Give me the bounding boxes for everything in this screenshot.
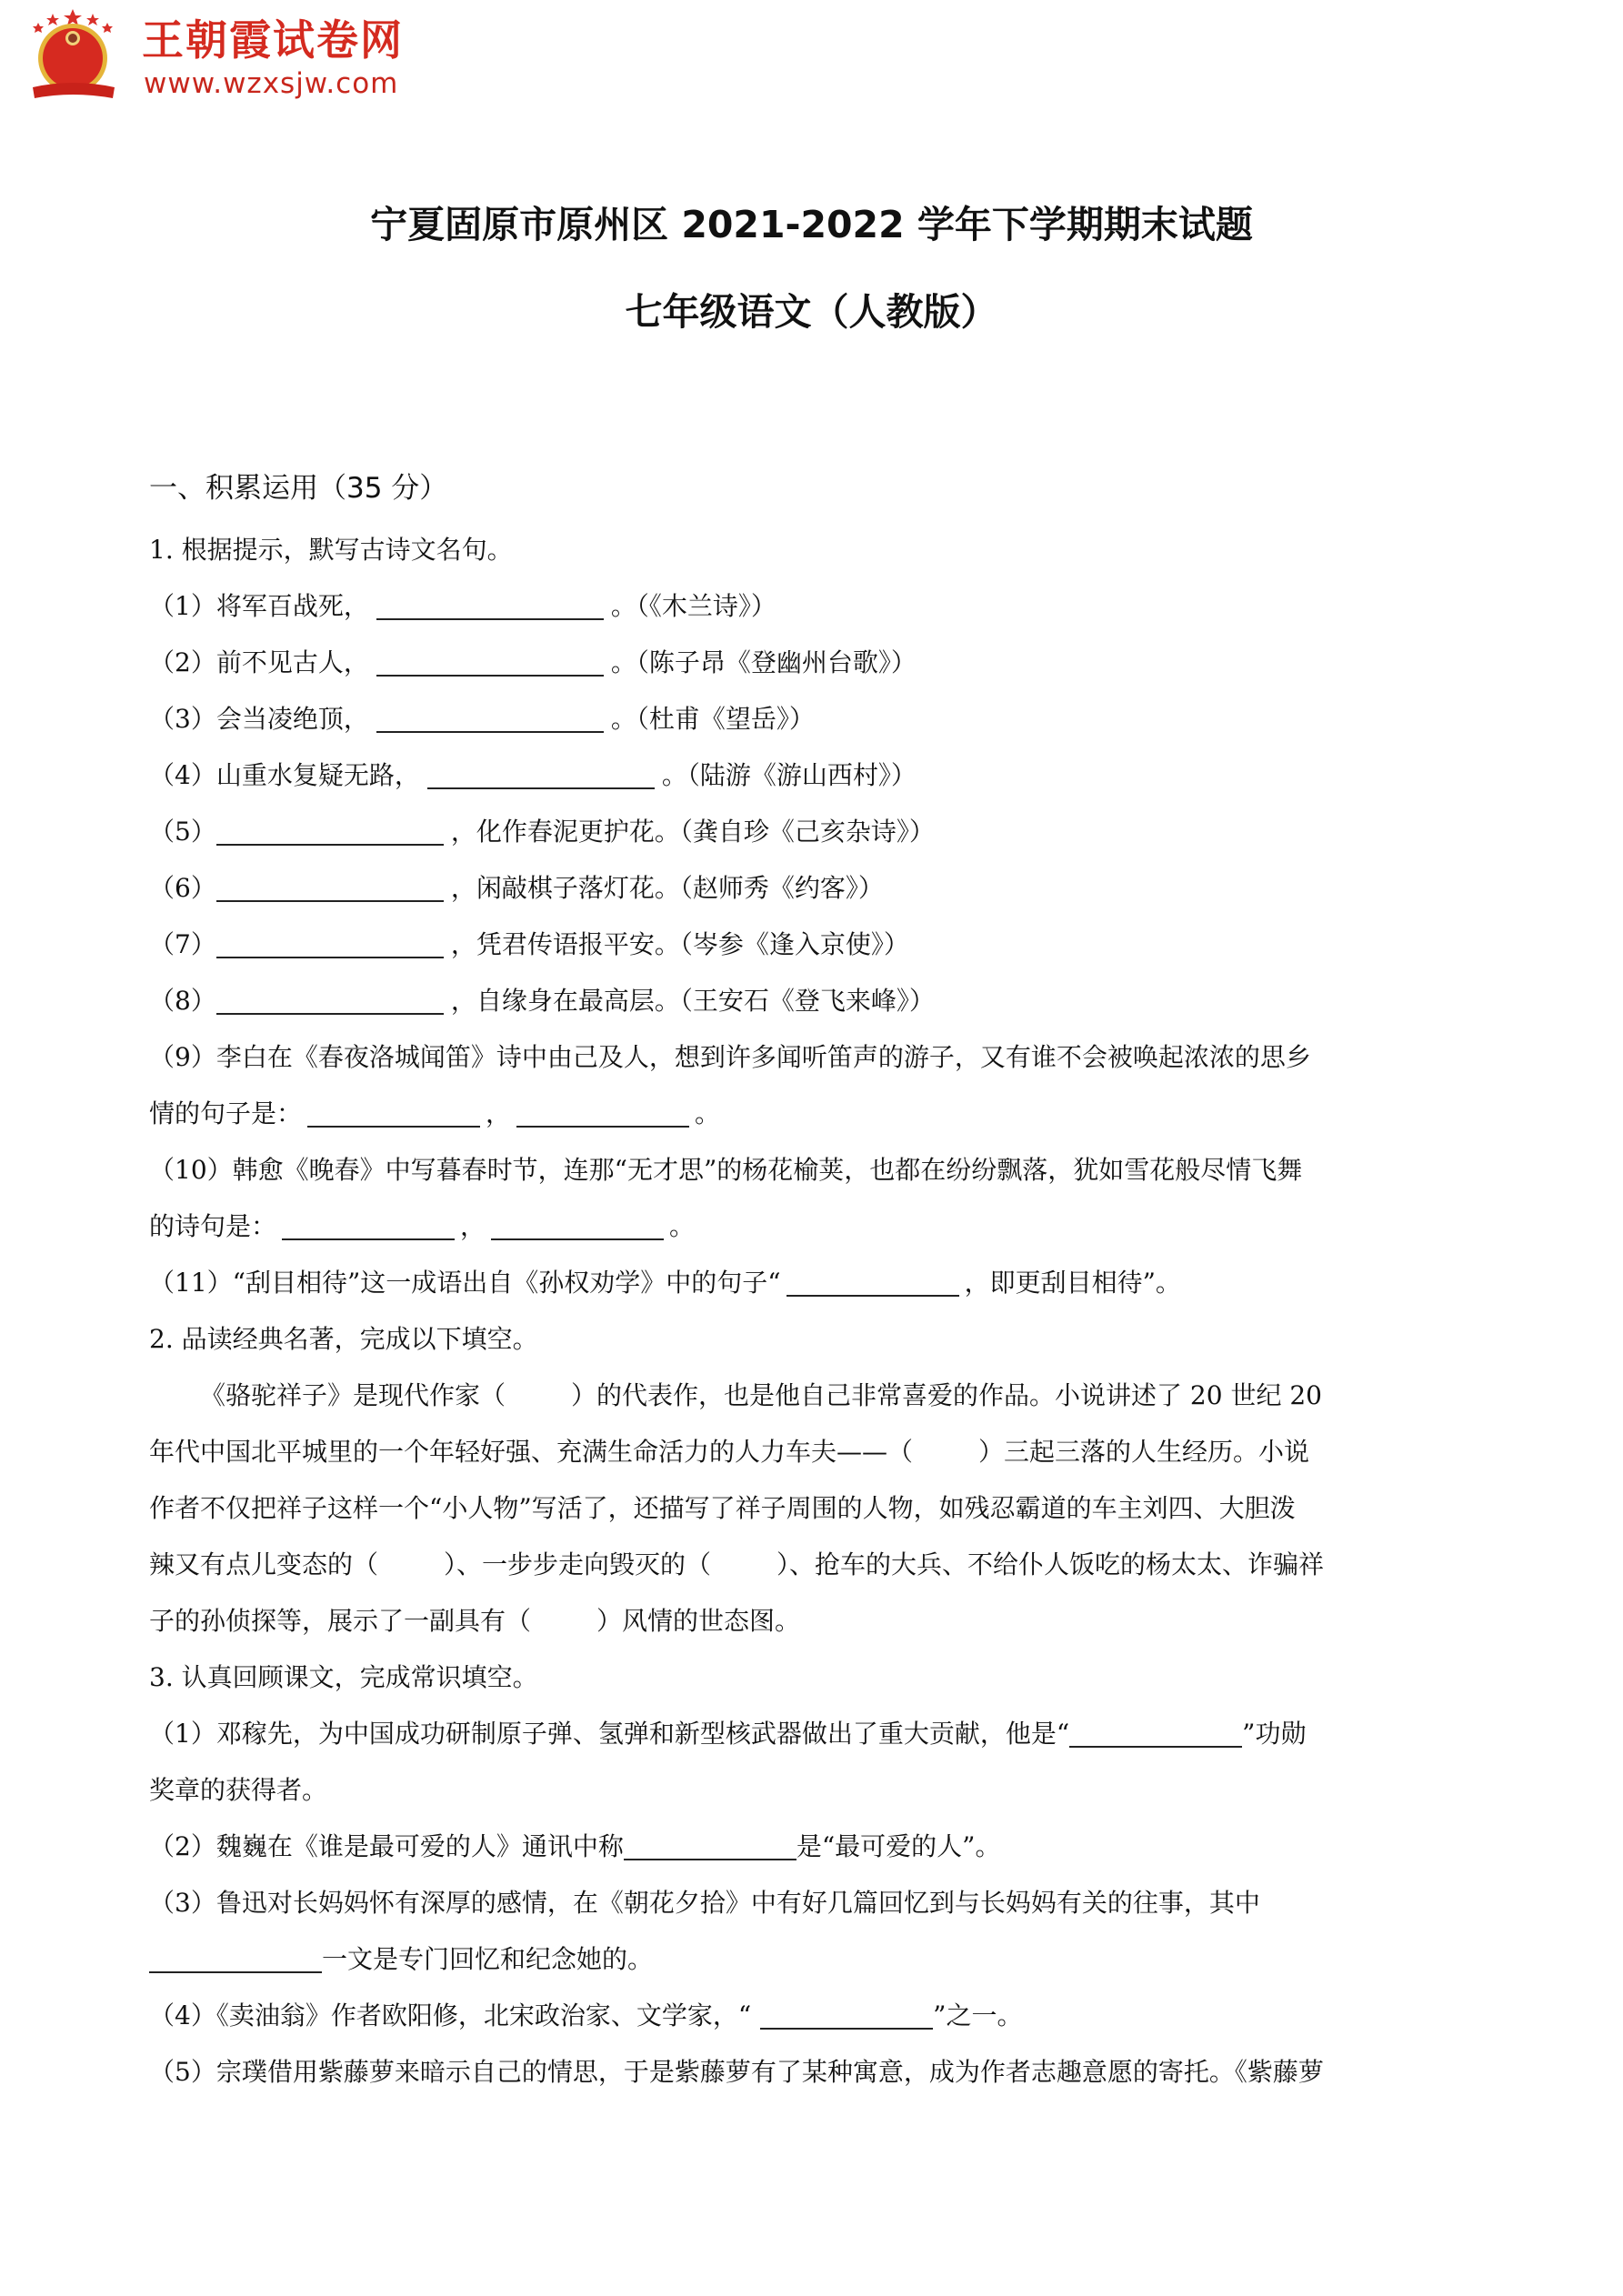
question-1-item <box>149 804 1473 860</box>
answer-blank[interactable] <box>216 986 444 1015</box>
answer-blank[interactable] <box>760 2000 933 2030</box>
question-1-items <box>149 578 1473 1029</box>
item-number: （8） <box>149 986 216 1016</box>
logo-badge-icon <box>25 7 121 103</box>
item-text-before: 山重水复疑无路， <box>215 760 420 790</box>
text-segment: ）风情的世态图。 <box>596 1606 801 1636</box>
text-segment: 《骆驼祥子》是现代作家（ <box>200 1380 506 1410</box>
text-segment: 是“最可爱的人”。 <box>796 1831 1001 1861</box>
text-segment: ）、抢车的大兵、不给仆人饭吃的杨太太、诈骗祥 <box>776 1549 1325 1579</box>
question-1-item <box>149 691 1473 747</box>
text-segment: （1）邓稼先，为中国成功研制原子弹、氢弹和新型核武器做出了重大贡献，他是“ <box>149 1719 1070 1749</box>
question-3-item-3-cont <box>149 1931 1473 1988</box>
item-text-after: 。（陆游《游山西村》） <box>661 760 917 790</box>
text-segment: ）三起三落的人生经历。小说 <box>978 1437 1310 1467</box>
answer-blank[interactable] <box>516 1098 689 1128</box>
item-number: （4） <box>149 760 216 790</box>
answer-blank[interactable] <box>491 1211 664 1240</box>
question-2-stem: 2. 品读经典名著，完成以下填空。 <box>149 1324 538 1354</box>
item-text-after: 。（《木兰诗》） <box>610 591 776 621</box>
item-9-prefix: 情的句子是： <box>149 1098 303 1128</box>
answer-blank[interactable] <box>376 704 604 733</box>
question-2-line-5 <box>149 1593 1473 1649</box>
question-2-line-3: 作者不仅把祥子这样一个“小人物”写活了，还描写了祥子周围的人物，如残忍霸道的车主刘四、大胆泼 <box>149 1493 1296 1523</box>
answer-blank[interactable] <box>624 1831 796 1860</box>
question-1-item <box>149 578 1473 635</box>
item-text-before: 将军百战死， <box>215 591 369 621</box>
item-number: （3） <box>149 704 216 734</box>
question-1-item <box>149 917 1473 973</box>
item-text-after: ，自缘身在最高层。（王安石《登飞来峰》） <box>450 986 935 1016</box>
question-2-line-1 <box>149 1368 1473 1424</box>
item-text-after: ，凭君传语报平安。（岑参《逢入京使》） <box>450 929 909 959</box>
question-3-item-1 <box>149 1706 1473 1762</box>
answer-blank[interactable] <box>376 591 604 620</box>
question-1-item-10-line2 <box>149 1198 1473 1255</box>
end-mark: 。 <box>669 1211 696 1241</box>
item-number: （7） <box>149 929 216 959</box>
text-segment: ）、一步步走向毁灭的（ <box>444 1549 712 1579</box>
separator: ， <box>460 1211 486 1241</box>
question-2-line-2 <box>149 1424 1473 1480</box>
question-1-item-10-line1: （10）韩愈《晚春》中写暮春时节，连那“无才思”的杨花榆荚，也都在纷纷飘落，犹如雪花般尽情飞舞 <box>149 1155 1303 1185</box>
item-number: （5） <box>149 817 216 847</box>
text-segment: 一文是专门回忆和纪念她的。 <box>322 1944 654 1974</box>
item-text-after: 。（杜甫《望岳》） <box>610 704 815 734</box>
answer-blank[interactable] <box>427 760 655 789</box>
item-10-prefix: 的诗句是： <box>149 1211 277 1241</box>
question-3-item-3: （3）鲁迅对长妈妈怀有深厚的感情，在《朝花夕拾》中有好几篇回忆到与长妈妈有关的往事，其中 <box>149 1888 1260 1918</box>
answer-blank[interactable] <box>1069 1719 1242 1748</box>
text-segment: （2）魏巍在《谁是最可爱的人》通讯中称 <box>149 1831 624 1861</box>
question-1-item <box>149 635 1473 691</box>
item-number: （6） <box>149 873 216 903</box>
site-logo[interactable] <box>25 7 407 103</box>
item-text-after: ，化作春泥更护花。（龚自珍《己亥杂诗》） <box>450 817 935 847</box>
question-3-item-2 <box>149 1819 1473 1875</box>
exam-subtitle: 七年级语文（人教版） <box>625 290 998 334</box>
text-segment: ”之一。 <box>933 2000 1023 2030</box>
item-number: （1） <box>149 591 216 621</box>
question-1-item-11 <box>149 1255 1473 1311</box>
question-1-stem: 1. 根据提示，默写古诗文名句。 <box>149 535 513 565</box>
question-3-stem: 3. 认真回顾课文，完成常识填空。 <box>149 1662 538 1692</box>
text-segment: （4）《卖油翁》作者欧阳修，北宋政治家、文学家，“ <box>149 2000 752 2030</box>
answer-blank[interactable] <box>282 1211 455 1240</box>
brand-name: 王朝霞试卷网 <box>142 15 404 65</box>
question-1-item <box>149 747 1473 804</box>
exam-content <box>149 466 1473 2100</box>
text-segment: 辣又有点儿变态的（ <box>149 1549 379 1579</box>
answer-blank[interactable] <box>216 929 444 958</box>
question-3-item-5: （5）宗璞借用紫藤萝来暗示自己的情思，于是紫藤萝有了某种寓意，成为作者志趣意愿的寄托。《紫藤萝 <box>149 2057 1324 2087</box>
answer-blank[interactable] <box>149 1944 322 1973</box>
text-segment: 子的孙侦探等，展示了一副具有（ <box>149 1606 532 1636</box>
answer-blank[interactable] <box>376 647 604 677</box>
item-number: （2） <box>149 647 216 677</box>
item-text-before: 前不见古人， <box>215 647 369 677</box>
end-mark: 。 <box>695 1098 721 1128</box>
question-3-item-4 <box>149 1988 1473 2044</box>
question-1-item-9-line2 <box>149 1086 1473 1142</box>
answer-blank[interactable] <box>216 817 444 846</box>
text-segment: ）的代表作，也是他自己非常喜爱的作品。小说讲述了 20 世纪 20 <box>571 1380 1322 1410</box>
section-heading: 一、积累运用（35 分） <box>149 472 448 505</box>
answer-blank[interactable] <box>786 1268 959 1297</box>
text-segment: 年代中国北平城里的一个年轻好强、充满生命活力的人力车夫——（ <box>149 1437 914 1467</box>
question-1-item-9-line1: （9）李白在《春夜洛城闻笛》诗中由己及人，想到许多闻听笛声的游子，又有谁不会被唤起浓浓的思乡 <box>149 1042 1311 1072</box>
question-1-item <box>149 973 1473 1029</box>
question-1-item <box>149 860 1473 917</box>
item-11-suffix: ，即更刮目相待”。 <box>964 1268 1181 1298</box>
text-segment: ”功勋 <box>1242 1719 1307 1749</box>
answer-blank[interactable] <box>307 1098 480 1128</box>
separator: ， <box>486 1098 512 1128</box>
item-11-prefix: （11）“刮目相待”这一成语出自《孙权劝学》中的句子“ <box>149 1268 781 1298</box>
brand-url-link[interactable]: www.wzxsjw.com <box>144 67 399 100</box>
item-text-after: ，闲敲棋子落灯花。（赵师秀《约客》） <box>450 873 884 903</box>
question-3-item-1-cont: 奖章的获得者。 <box>149 1775 328 1805</box>
question-2-line-4 <box>149 1537 1473 1593</box>
item-text-before: 会当凌绝顶， <box>215 704 369 734</box>
item-text-after: 。（陈子昂《登幽州台歌》） <box>610 647 917 677</box>
exam-title: 宁夏固原市原州区 2021-2022 学年下学期期末试题 <box>370 203 1253 246</box>
answer-blank[interactable] <box>216 873 444 902</box>
